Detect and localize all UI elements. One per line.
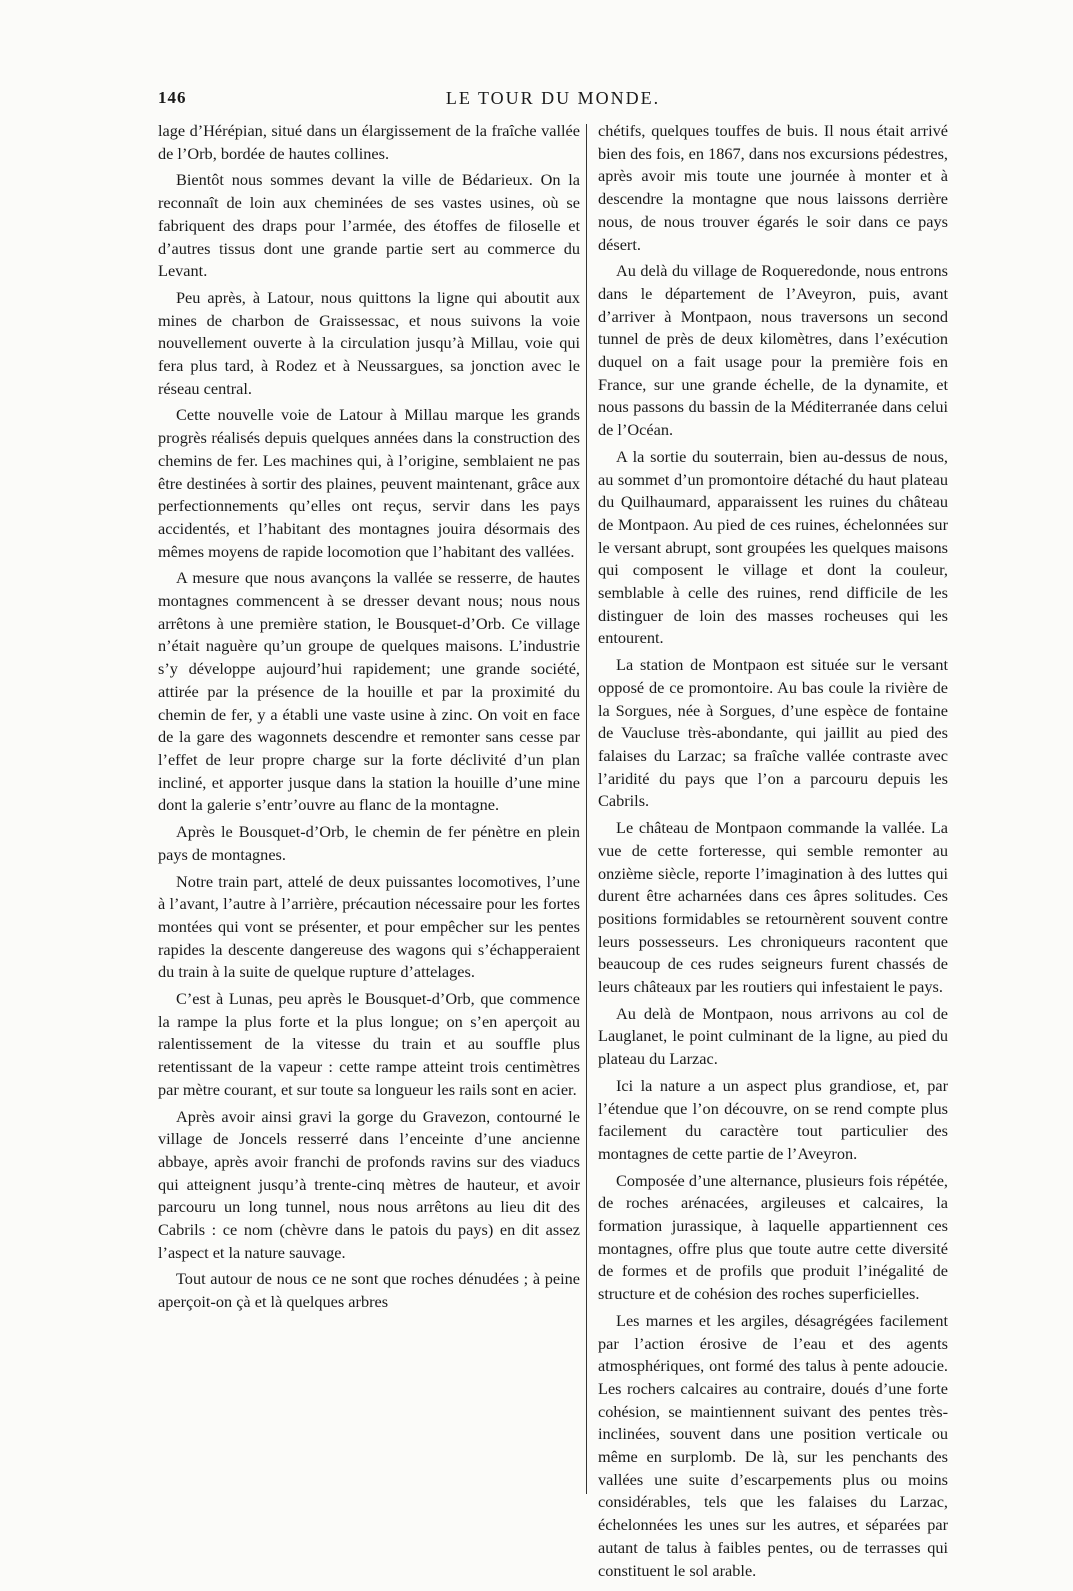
column-divider <box>586 124 587 1494</box>
right-column <box>598 120 948 1586</box>
paragraph: Tout autour de nous ce ne sont que roches dénudées ; à peine aperçoit-on çà et là quelques arbres <box>158 1269 580 1312</box>
paragraph: chétifs, quelques touffes de buis. Il nous était arrivé bien des fois, en 1867, dans nos excursions pédestres, après avoir mis toute une journée à monter et à descendre la montagne que nous laissons derrière nous, de nous trouver égarés le soir dans ce pays désert. <box>598 121 948 254</box>
paragraph: Cette nouvelle voie de Latour à Millau marque les grands progrès réalisés depuis quelques années dans la construction des chemins de fer. Les machines qui, à l’origine, semblaient ne pas être destinées à sortir des plaines, peuvent maintenant, grâce aux perfectionnements qu’elles ont reçus, servir dans les pays accidentés, et l’habitant des montagnes jouira désormais des mêmes moyens de rapide locomotion que l’habitant des vallées. <box>158 405 580 561</box>
paragraph: Après le Bousquet-d’Orb, le chemin de fer pénètre en plein pays de montagnes. <box>158 822 580 864</box>
paragraph: Le château de Montpaon commande la vallée. La vue de cette forteresse, qui semble remonter au onzième siècle, reporte l’imagination à des luttes qui durent être acharnées dans ces âpres solitudes. Ces positions formidables se retournèrent souvent contre leurs possesseurs. Les chroniqueurs racontent que beaucoup de ces rudes seigneurs furent chassés de leurs châteaux par les routiers qui infestaient le pays. <box>598 818 948 997</box>
paragraph: Au delà de Montpaon, nous arrivons au col de Lauglanet, le point culminant de la ligne, au pied du plateau du Larzac. <box>598 1003 948 1069</box>
left-column <box>158 120 580 1318</box>
paragraph: A mesure que nous avançons la vallée se resserre, de hautes montagnes commencent à se dresser devant nous; nous nous arrêtons à une première station, le Bousquet-d’Orb. Ce village n’était naguère qu’un groupe de quelques maisons. L’industrie s’y développe aujourd’hui rapidement; une grande société, attirée par la présence de la houille et par la proximité du chemin de fer, y a établi une vaste usine à zinc. On voit en face de la gare des wagonnets descendre et remonter sans cesse par l’effet de leur propre charge sur la forte déclivité d’un plan incliné, et apporter jusque dans la station la houille d’une mine dont la galerie s’entr’ouvre au flanc de la montagne. <box>158 568 580 815</box>
running-title: LE TOUR DU MONDE. <box>445 88 661 108</box>
page-header <box>158 88 948 114</box>
paragraph: Après avoir ainsi gravi la gorge du Gravezon, contourné le village de Joncels resserré dans l’enceinte d’une ancienne abbaye, après avoir franchi de profonds ravins sur des viaducs qui atteignent jusqu’à trente-cinq mètres de hauteur, et avoir parcouru un long tunnel, nous nous arrêtons au lieu dit des Cabrils : ce nom (chèvre dans le patois du pays) en dit assez l’aspect et la nature sauvage. <box>158 1106 580 1262</box>
paragraph: lage d’Hérépian, situé dans un élargissement de la fraîche vallée de l’Orb, bordée de hautes collines. <box>158 121 580 163</box>
paragraph: Composée d’une alternance, plusieurs fois répétée, de roches arénacées, argileuses et calcaires, la formation jurassique, à laquelle appartiennent ces montagnes, offre plus que toute autre cette diversité de formes et de profils que produit l’inégalité de structure et de cohésion des roches superficielles. <box>598 1170 948 1304</box>
paragraph: Ici la nature a un aspect plus grandiose, et, par l’étendue que l’on découvre, on se rend compte plus facilement du caractère tout particulier des montagnes de cette partie de l’Aveyron. <box>598 1075 948 1163</box>
paragraph: C’est à Lunas, peu après le Bousquet-d’Orb, que commence la rampe la plus forte et la plus longue; on s’en aperçoit au ralentissement de la vitesse du train et au souffle plus retentissant de la vapeur : cette rampe atteint trois centimètres par mètre courant, et sur toute sa longueur les rails sont en acier. <box>158 989 580 1099</box>
paragraph: Bientôt nous sommes devant la ville de Bédarieux. On la reconnaît de loin aux cheminées de ses vastes usines, où se fabriquent des draps pour l’armée, des étoffes de filoselle et d’autres tissus dont une grande partie sert au commerce du Levant. <box>158 170 580 281</box>
paragraph: A la sortie du souterrain, bien au-dessus de nous, au sommet d’un promontoire détaché du haut plateau du Quilhaumard, apparaissent les ruines du château de Montpaon. Au pied de ces ruines, échelonnées sur le versant abrupt, sont groupées les quelques maisons qui composent le village et dont la couleur, semblable à celle des ruines, rend difficile de les distinguer de loin des masses rocheuses qui les entourent. <box>598 446 948 648</box>
paragraph: Peu après, à Latour, nous quittons la ligne qui aboutit aux mines de charbon de Graissessac, et nous suivons la voie nouvellement ouverte à la circulation jusqu’à Millau, voie qui fera plus tard, à Rodez et à Neussargues, sa jonction avec le réseau central. <box>158 287 580 398</box>
paragraph: Notre train part, attelé de deux puissantes locomotives, l’une à l’avant, l’autre à l’arrière, précaution nécessaire pour les fortes montées qui vont se présenter, et pour empêcher sur les pentes rapides la descente dangereuse des wagons qui s’échapperaient du train à la suite de quelque rupture d’attelages. <box>158 871 580 982</box>
paragraph: Les marnes et les argiles, désagrégées facilement par l’action érosive de l’eau et des agents atmosphériques, ont formé des talus à pente adoucie. Les rochers calcaires au contraire, doués d’une forte cohésion, se maintiennent suivant des pentes très-inclinées, souvent dans une position verticale ou même en surplomb. De là, sur les penchants des vallées une suite d’escarpements plus ou moins considérables, tels que les falaises du Larzac, échelonnées les unes sur les autres, et séparées par autant de talus à faibles pentes, ou de terrasses qui constituent le sol arable. <box>598 1310 948 1580</box>
paragraph: Au delà du village de Roqueredonde, nous entrons dans le département de l’Aveyron, puis, avant d’arriver à Montpaon, nous traversons un second tunnel de près de deux kilomètres, dans l’exécution duquel on a fait usage pour la première fois en France, sur une grande échelle, de la dynamite, et nous passons du bassin de la Méditerranée dans celui de l’Océan. <box>598 261 948 440</box>
paragraph: La station de Montpaon est située sur le versant opposé de ce promontoire. Au bas coule la rivière de la Sorgues, née à Sorgues, d’une espèce de fontaine de Vaucluse très-abondante, qui jaillit au pied des falaises du Larzac; sa fraîche vallée contraste avec l’aridité du pays que l’on a parcouru depuis les Cabrils. <box>598 655 948 811</box>
page-number: 146 <box>158 88 187 107</box>
